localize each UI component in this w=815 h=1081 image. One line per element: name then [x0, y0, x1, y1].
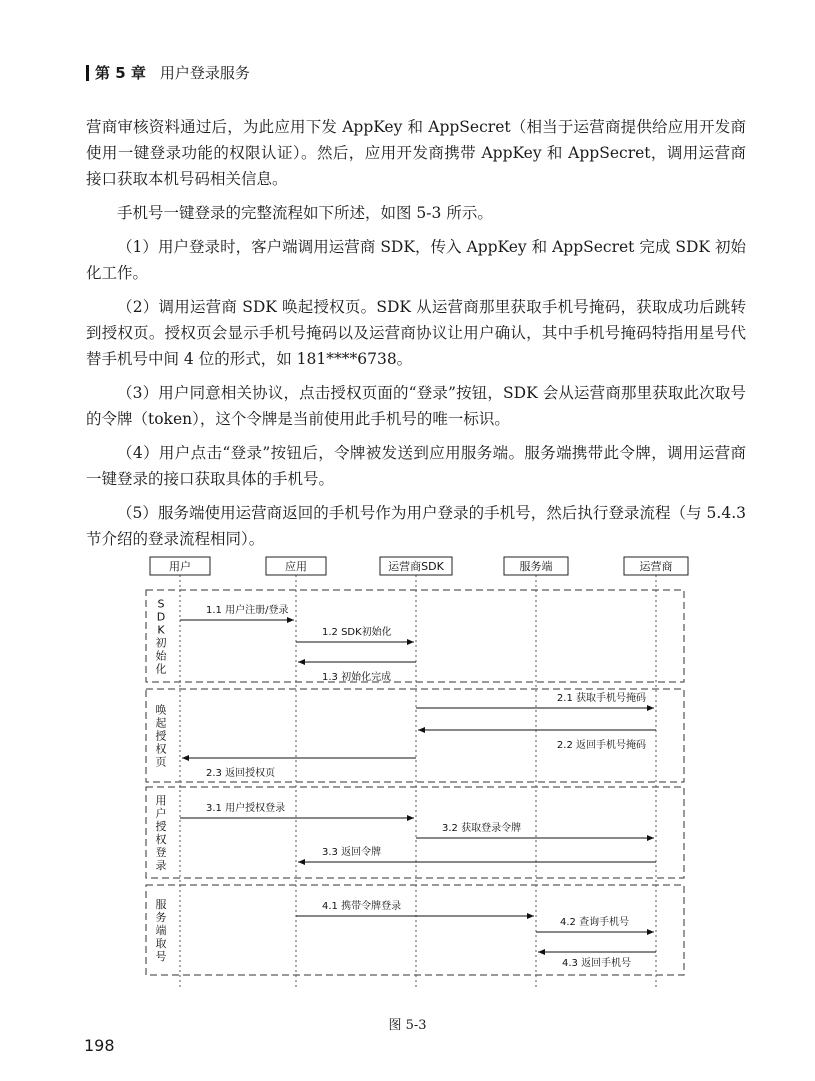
message-label: 3.1 用户授权登录	[206, 803, 286, 814]
participant-label: 运营商	[639, 560, 673, 573]
group-label-char: 唤	[155, 703, 167, 717]
group-label-char: 用	[155, 794, 167, 807]
message-label: 2.3 返回授权页	[206, 768, 276, 779]
chapter-title: 用户登录服务	[159, 64, 250, 82]
paragraph-step-1: （1）用户登录时，客户端调用运营商 SDK，传入 AppKey 和 AppSecret 完成 SDK 初始化工作。	[86, 238, 746, 282]
group-label-char: 登	[155, 846, 167, 859]
group-label-char: 初	[155, 636, 167, 650]
group-label-char: 授	[155, 820, 167, 833]
participant-label: 服务端	[519, 560, 553, 573]
page-number: 198	[84, 1036, 115, 1055]
message-label: 3.2 获取登录令牌	[442, 823, 522, 834]
group-label-char: 页	[155, 755, 167, 769]
participant-label: 应用	[285, 560, 307, 573]
paragraph-continued: 营商审核资料通过后，为此应用下发 AppKey 和 AppSecret（相当于运营商提供给应用开发商使用一键登录功能的权限认证）。然后，应用开发商携带 AppKey 和 AppSecret，调用运营商接口获取本机号码相关信息。	[86, 118, 746, 188]
group-label-char: S	[157, 597, 165, 611]
group-label-char: 取	[155, 937, 167, 950]
group-label-char: 号	[155, 950, 167, 963]
message-label: 3.3 返回令牌	[322, 847, 382, 858]
participant-label: 用户	[169, 560, 191, 573]
paragraph-step-4: （4）用户点击“登录”按钮后，令牌被发送到应用服务端。服务端携带此令牌，调用运营商一键登录的接口获取具体的手机号。	[86, 444, 746, 488]
group-frame	[146, 787, 684, 878]
group-label-char: 权	[155, 742, 167, 756]
group-label-char: 化	[155, 662, 167, 676]
message-label: 1.2 SDK初始化	[322, 627, 392, 638]
group-frame	[146, 590, 684, 682]
paragraph-step-3: （3）用户同意相关协议，点击授权页面的“登录”按钮，SDK 会从运营商那里获取此次取号的令牌（token），这个令牌是当前使用此手机号的唯一标识。	[86, 384, 746, 428]
paragraph-intro: 手机号一键登录的完整流程如下所述，如图 5-3 所示。	[117, 204, 493, 222]
participant-label: 运营商SDK	[388, 560, 444, 573]
message-label: 2.2 返回手机号掩码	[556, 740, 646, 751]
message-label: 4.2 查询手机号	[560, 917, 630, 928]
group-label-char: 起	[155, 716, 167, 730]
message-label: 1.3 初始化完成	[322, 672, 392, 683]
chapter-number: 第 5 章	[95, 64, 146, 82]
paragraph-step-5: （5）服务端使用运营商返回的手机号作为用户登录的手机号，然后执行登录流程（与 5.4.3 节介绍的登录流程相同）。	[86, 504, 746, 548]
message-label: 2.1 获取手机号掩码	[556, 693, 646, 704]
group-label-char: 务	[155, 911, 167, 924]
group-label-char: 始	[155, 649, 167, 663]
group-label-char: D	[156, 610, 166, 624]
group-label-char: K	[157, 623, 165, 637]
paragraph-step-2: （2）调用运营商 SDK 唤起授权页。SDK 从运营商那里获取手机号掩码，获取成功后跳转到授权页。授权页会显示手机号掩码以及运营商协议让用户确认，其中手机号掩码特指用星号代替手机号中间 4 位的形式，如 181****6738。	[86, 298, 746, 368]
group-label-char: 权	[155, 833, 167, 846]
message-label: 1.1 用户注册/登录	[206, 605, 289, 616]
group-label-char: 录	[155, 859, 167, 872]
group-label-char: 授	[155, 729, 167, 743]
group-label-char: 端	[155, 924, 167, 937]
group-label-char: 服	[155, 898, 167, 911]
figure-caption: 图 5-3	[388, 1018, 427, 1033]
message-label: 4.1 携带令牌登录	[322, 901, 402, 912]
message-label: 4.3 返回手机号	[562, 958, 632, 969]
group-label-char: 户	[155, 807, 167, 820]
